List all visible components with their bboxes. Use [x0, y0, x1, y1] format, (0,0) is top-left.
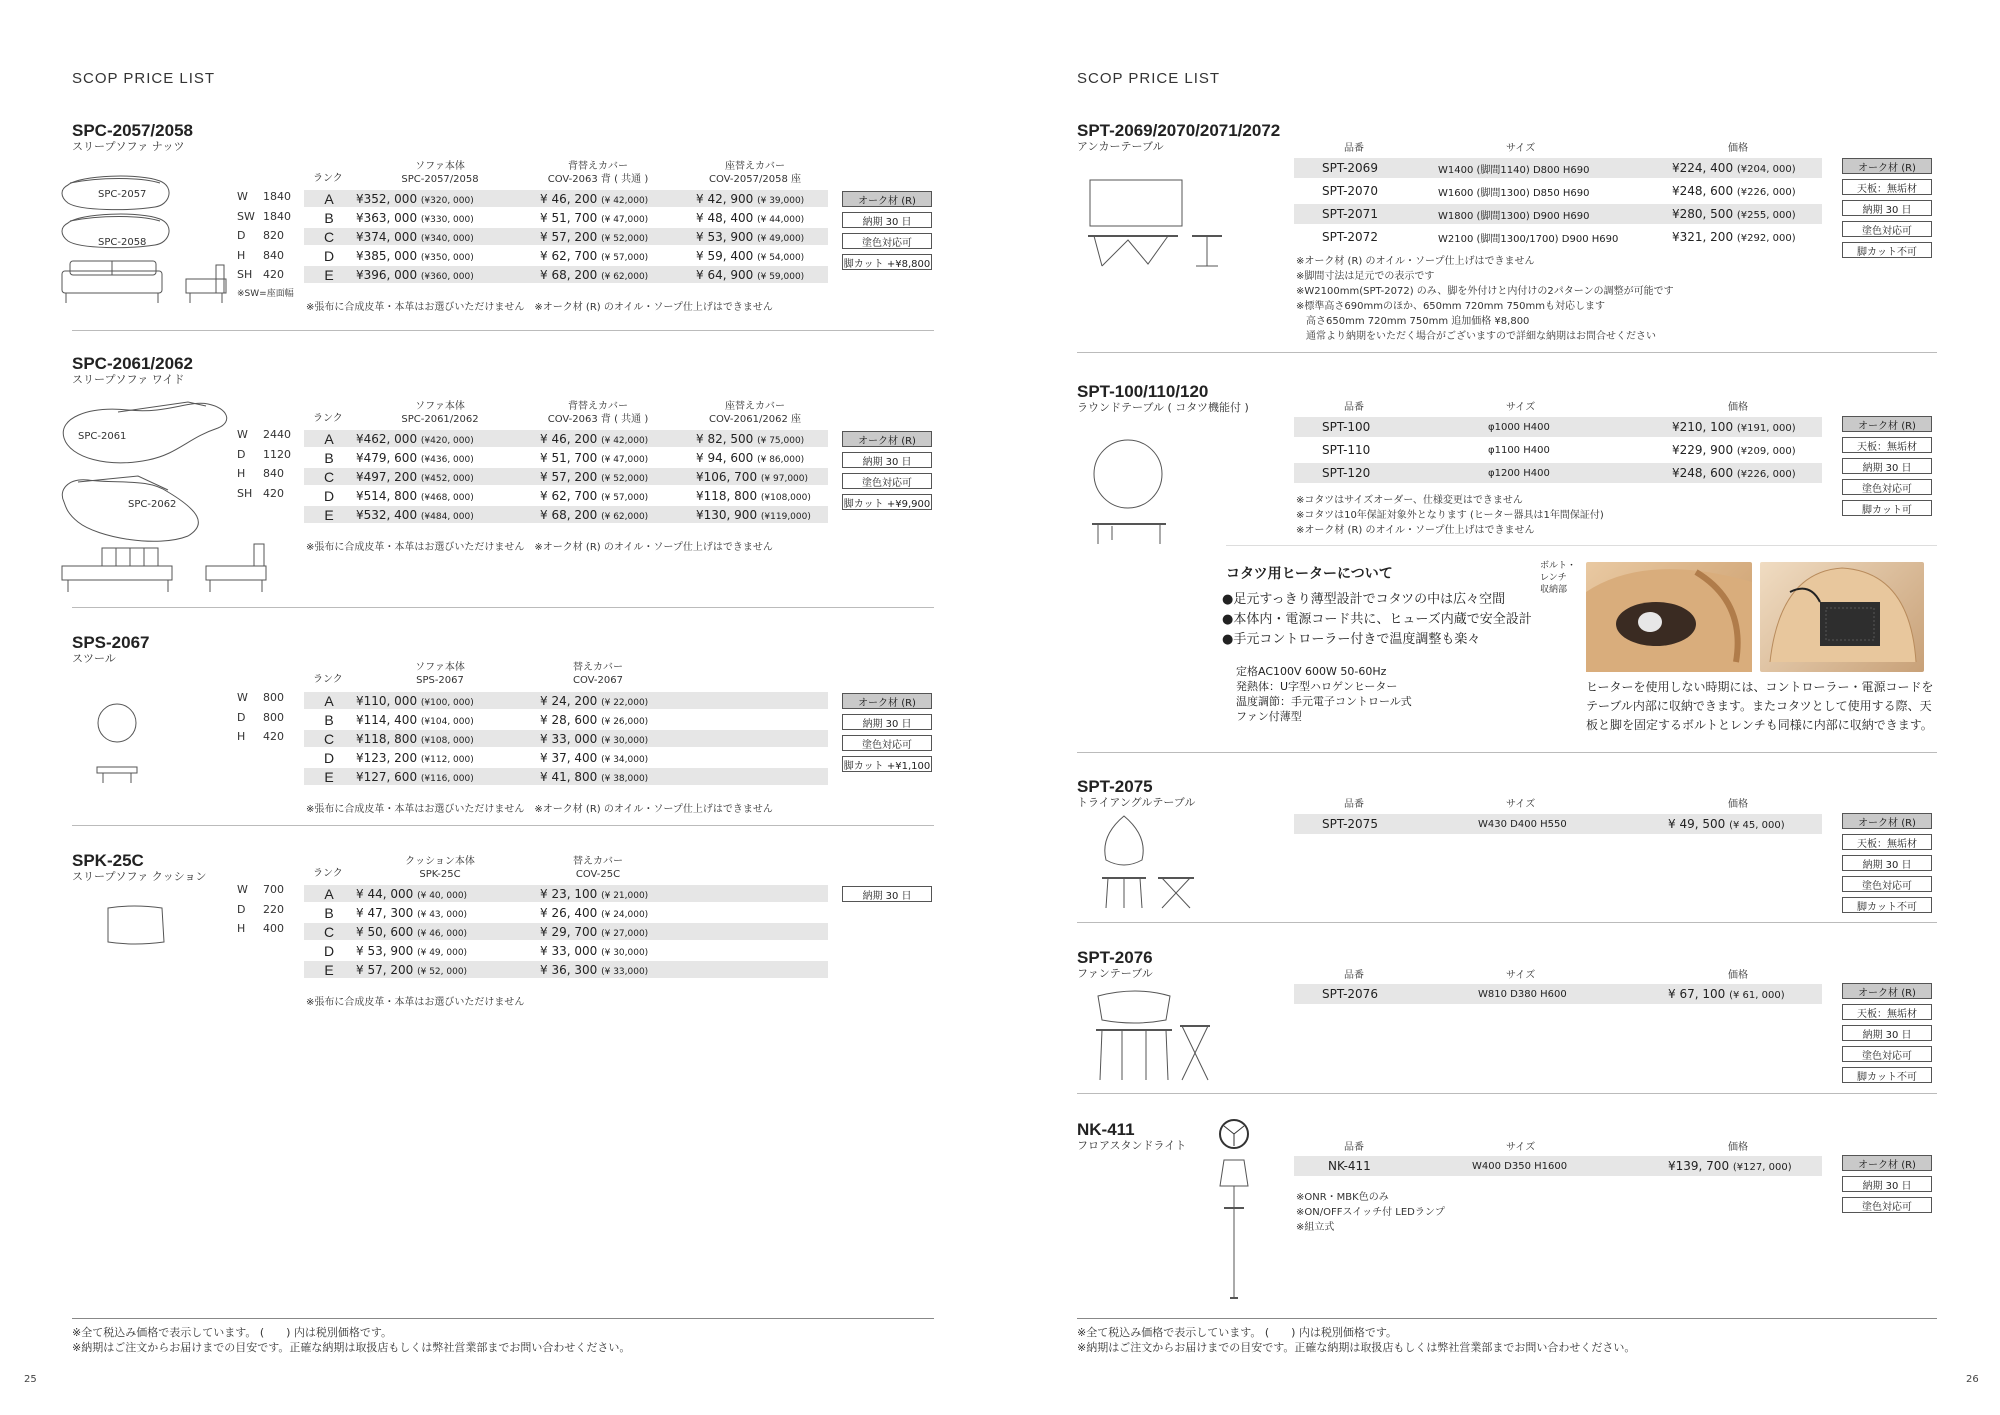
footer-divider: [72, 1318, 934, 1319]
rank-header: ランク: [313, 674, 343, 685]
tag: 塗色対応可: [1842, 221, 1932, 237]
section-spt2069: [1077, 122, 1280, 154]
page-header: SCOP PRICE LIST: [72, 70, 216, 87]
round-table-illustration: [1092, 440, 1172, 550]
dimensions-spk25c: W 700 D 220 H 400: [237, 883, 284, 935]
column-header-body: ソファ本体 SPC-2057/2058: [401, 161, 479, 185]
tag: 塗色対応可: [1842, 1046, 1932, 1062]
heater-title: コタツ用ヒーターについて: [1226, 566, 1393, 582]
floor-lamp-illustration: [1208, 1118, 1268, 1308]
column-header-price: 価格: [1728, 402, 1748, 413]
section-spt100: [1077, 383, 1249, 415]
triangle-table-illustration: [1100, 816, 1220, 912]
column-header-cushion: クッション本体 SPK-25C: [405, 856, 475, 880]
column-header-seat-cover: 座替えカバー COV-2057/2058 座: [709, 161, 801, 185]
table-row: SPT-110 φ1100 H400 ¥229, 900 (¥209, 000): [1322, 443, 1796, 457]
table-row: C ¥ 50, 600 (¥ 46, 000) ¥ 29, 700 (¥ 27,000): [304, 923, 828, 940]
section-title: SPT-2075: [1077, 777, 1153, 796]
tag: 納期 30 日: [1842, 458, 1932, 474]
section-sps2067: [72, 634, 150, 666]
dimensions-sps2067: W 800 D 800 H 420: [237, 691, 284, 743]
table-row: E ¥396, 000 (¥360, 000) ¥ 68, 200 (¥ 62,000) ¥ 64, 900 (¥ 59,000): [304, 266, 828, 283]
section-title: SPT-2076: [1077, 948, 1153, 967]
column-header-size: サイズ: [1506, 970, 1536, 981]
column-header-code: 品番: [1344, 799, 1364, 810]
divider: [1077, 752, 1937, 753]
section-subtitle: フロアスタンドライト: [1077, 1139, 1187, 1152]
price-table-spt2076: [1294, 984, 1822, 1006]
section-spt2076: [1077, 949, 1153, 981]
tags-spt2075: [1842, 813, 1932, 918]
tag: 納期 30 日: [1842, 1176, 1932, 1192]
table-row: A ¥ 44, 000 (¥ 40, 000) ¥ 23, 100 (¥ 21,000): [304, 885, 828, 902]
tag: 納期 30 日: [842, 212, 932, 228]
tag: オーク材 (R): [1842, 158, 1932, 174]
price-table-sps2067: [304, 692, 828, 792]
tag: 塗色対応可: [1842, 1197, 1932, 1213]
tag: 脚カット不可: [1842, 1067, 1932, 1083]
tag: オーク材 (R): [842, 191, 932, 207]
section-title: NK-411: [1077, 1120, 1135, 1139]
section-title: SPT-2069/2070/2071/2072: [1077, 121, 1281, 140]
table-row: D ¥ 53, 900 (¥ 49, 000) ¥ 33, 000 (¥ 30,000): [323, 942, 649, 959]
divider: [72, 607, 934, 608]
price-table-spt2075: [1294, 814, 1822, 836]
table-row: SPT-2071 W1800 (脚間1300) D900 H690 ¥280, 500 (¥255, 000): [1294, 204, 1822, 224]
tag: 脚カット不可: [1842, 897, 1932, 913]
page-number: 26: [1966, 1374, 1979, 1385]
column-header-code: 品番: [1344, 1142, 1364, 1153]
tag: 天板：無垢材: [1842, 834, 1932, 850]
table-row: B ¥363, 000 (¥330, 000) ¥ 51, 700 (¥ 47,000) ¥ 48, 400 (¥ 44,000): [324, 209, 805, 226]
price-table-spc2061: [304, 430, 828, 530]
tags-spt2069: [1842, 158, 1932, 263]
tag: 天板：無垢材: [1842, 1004, 1932, 1020]
kotatsu-storage-photo: [1586, 562, 1752, 672]
tag: 脚カット可: [1842, 500, 1932, 516]
section-title: SPC-2061/2062: [72, 354, 193, 373]
section-spc2057: [72, 122, 193, 154]
footer-notes: ※全て税込み価格で表示しています。 ( ) 内は税別価格です。 ※納期はご注文からお届けまでの目安です。正確な納期は取扱店もしくは弊社営業部までお問い合わせください。: [72, 1326, 631, 1354]
tag: オーク材 (R): [1842, 1155, 1932, 1171]
tag: 塗色対応可: [842, 473, 932, 489]
tag: 納期 30 日: [1842, 1025, 1932, 1041]
divider: [1077, 922, 1937, 923]
footer-notes: ※全て税込み価格で表示しています。 ( ) 内は税別価格です。 ※納期はご注文からお届けまでの目安です。正確な納期は取扱店もしくは弊社営業部までお問い合わせください。: [1077, 1326, 1636, 1354]
storage-callout: ボルト・ レンチ 収納部: [1540, 561, 1577, 595]
price-table-spk25c: [304, 885, 828, 985]
right-page: [1000, 0, 2000, 1415]
tags-spk25c: [842, 886, 932, 907]
table-row: SPT-2070 W1600 (脚間1300) D850 H690 ¥248, 600 (¥226, 000): [1322, 184, 1796, 199]
divider: [72, 825, 934, 826]
tag: 納期 30 日: [1842, 855, 1932, 871]
column-header-size: サイズ: [1506, 143, 1536, 154]
table-row: SPT-120 φ1200 H400 ¥248, 600 (¥226, 000): [1294, 463, 1822, 483]
table-row: D ¥514, 800 (¥468, 000) ¥ 62, 700 (¥ 57,000) ¥118, 800 (¥108,000): [323, 487, 811, 504]
tag: 塗色対応可: [842, 735, 932, 751]
tag: オーク材 (R): [1842, 416, 1932, 432]
stool-illustration: [95, 703, 145, 793]
column-header-size: サイズ: [1506, 402, 1536, 413]
section-note: ※張布に合成皮革・本革はお選びいただけません ※オーク材 (R) のオイル・ソープ仕上げはできません: [306, 804, 773, 815]
dimensions-spc2061: W 2440 D 1120 H 840 SH 420: [237, 428, 291, 500]
notes-spt2069: ※オーク材 (R) のオイル・ソープ仕上げはできません ※脚間寸法は足元での表示です ※W2100mm(SPT-2072) のみ、脚を外付けと内付けの2パターンの調整が可能です ※標準高さ690mmのほか、650mm 720mm 750mmも対応します 高さ650mm 720mm 750mm 追加価格 ¥8,800 通常より納期をいただく場合がございますので詳細な納期はお問合せください: [1296, 256, 1674, 342]
table-row: A ¥352, 000 (¥320, 000) ¥ 46, 200 (¥ 42,000) ¥ 42, 900 (¥ 39,000): [304, 190, 828, 207]
table-row: A ¥110, 000 (¥100, 000) ¥ 24, 200 (¥ 22,000): [304, 692, 828, 709]
section-title: SPS-2067: [72, 633, 150, 652]
section-title: SPC-2057/2058: [72, 121, 193, 140]
rank-header: ランク: [313, 413, 343, 424]
column-header-code: 品番: [1344, 970, 1364, 981]
tag: 天板：無垢材: [1842, 179, 1932, 195]
table-row: A ¥462, 000 (¥420, 000) ¥ 46, 200 (¥ 42,000) ¥ 82, 500 (¥ 75,000): [304, 430, 828, 447]
heater-specs: 定格AC100V 600W 50-60Hz 発熱体：U字型ハロゲンヒーター 温度調節：手元電子コントロール式 ファン付薄型: [1236, 665, 1412, 723]
section-subtitle: トライアングルテーブル: [1077, 796, 1196, 809]
tag: オーク材 (R): [842, 431, 932, 447]
section-subtitle: スリープソファ ワイド: [72, 373, 185, 386]
column-header-size: サイズ: [1506, 1142, 1536, 1153]
heater-features: ●足元すっきり薄型設計でコタツの中は広々空間 ●本体内・電源コード共に、ヒューズ内蔵で安全設計 ●手元コントローラー付きで温度調整も楽々: [1222, 592, 1532, 647]
section-subtitle: ラウンドテーブル ( コタツ機能付 ): [1077, 401, 1249, 414]
column-header-cover: 替えカバー COV-2067: [573, 662, 623, 686]
section-spc2061: [72, 355, 193, 387]
section-subtitle: スリープソファ クッション: [72, 870, 207, 883]
section-note: ※張布に合成皮革・本革はお選びいただけません ※オーク材 (R) のオイル・ソープ仕上げはできません: [306, 542, 773, 553]
table-row: E ¥127, 600 (¥116, 000) ¥ 41, 800 (¥ 38,000): [304, 768, 828, 785]
divider: [1077, 352, 1937, 353]
tag: オーク材 (R): [1842, 813, 1932, 829]
table-row: C ¥118, 800 (¥108, 000) ¥ 33, 000 (¥ 30,000): [304, 730, 828, 747]
tag: オーク材 (R): [842, 693, 932, 709]
section-note: ※張布に合成皮革・本革はお選びいただけません ※オーク材 (R) のオイル・ソープ仕上げはできません: [306, 302, 773, 313]
tag: 納期 30 日: [842, 886, 932, 902]
tags-spc2057: [842, 191, 932, 275]
table-row: B ¥ 47, 300 (¥ 43, 000) ¥ 26, 400 (¥ 24,000): [324, 904, 649, 921]
section-spt2075: [1077, 778, 1195, 810]
divider: [72, 330, 934, 331]
table-row: SPT-2076 W810 D380 H600 ¥ 67, 100 (¥ 61, 000): [1294, 984, 1822, 1004]
fan-table-illustration: [1096, 990, 1226, 1086]
column-header-cover: 替えカバー COV-25C: [573, 856, 623, 880]
anchor-table-illustration: [1088, 180, 1248, 270]
column-header-price: 価格: [1728, 799, 1748, 810]
column-header-seat-cover: 座替えカバー COV-2061/2062 座: [709, 401, 801, 425]
shape-label-spc2057: SPC-2057: [98, 189, 147, 200]
divider: [1077, 1093, 1937, 1094]
section-title: SPK-25C: [72, 851, 144, 870]
dimensions-spc2057: W 1840 SW 1840 D 820 H 840 SH 420 ※SW=座面幅: [237, 190, 294, 299]
page-number: 25: [24, 1374, 37, 1385]
tag: 脚カット +¥8,800: [842, 254, 932, 270]
table-row: E ¥532, 400 (¥484, 000) ¥ 68, 200 (¥ 62,000) ¥130, 900 (¥119,000): [304, 506, 828, 523]
table-row: NK-411 W400 D350 H1600 ¥139, 700 (¥127, 000): [1294, 1156, 1822, 1176]
price-table-nk411: [1294, 1156, 1822, 1178]
tag: 塗色対応可: [842, 233, 932, 249]
column-header-code: 品番: [1344, 143, 1364, 154]
tag: 納期 30 日: [842, 452, 932, 468]
tags-sps2067: [842, 693, 932, 777]
shape-label-spc2062: SPC-2062: [128, 499, 177, 510]
column-header-price: 価格: [1728, 970, 1748, 981]
column-header-price: 価格: [1728, 1142, 1748, 1153]
section-spk25c: [72, 852, 207, 884]
table-row: SPT-100 φ1000 H400 ¥210, 100 (¥191, 000): [1294, 417, 1822, 437]
section-subtitle: ファンテーブル: [1077, 967, 1153, 980]
section-subtitle: スリープソファ ナッツ: [72, 140, 185, 153]
cushion-illustration: [104, 904, 168, 948]
tag: 天板：無垢材: [1842, 437, 1932, 453]
table-row: E ¥ 57, 200 (¥ 52, 000) ¥ 36, 300 (¥ 33,000): [304, 961, 828, 978]
section-title: SPT-100/110/120: [1077, 382, 1209, 401]
column-header-body: ソファ本体 SPC-2061/2062: [401, 401, 479, 425]
tag: オーク材 (R): [1842, 983, 1932, 999]
section-note: ※張布に合成皮革・本革はお選びいただけません: [306, 997, 525, 1008]
kotatsu-heater-photo: [1760, 562, 1924, 672]
section-nk411: [1077, 1121, 1186, 1153]
rank-header: ランク: [313, 173, 343, 184]
column-header-back-cover: 背替えカバー COV-2063 背 ( 共通 ): [547, 161, 649, 185]
tags-nk411: [1842, 1155, 1932, 1218]
notes-spt100: ※コタツはサイズオーダー、仕様変更はできません ※コタツは10年保証対象外となります (ヒーター器具は1年間保証付) ※オーク材 (R) のオイル・ソープ仕上げはできません: [1296, 495, 1604, 536]
shape-label-spc2058: SPC-2058: [98, 237, 147, 248]
tag: 塗色対応可: [1842, 876, 1932, 892]
tag: 納期 30 日: [1842, 200, 1932, 216]
table-row: C ¥374, 000 (¥340, 000) ¥ 57, 200 (¥ 52,000) ¥ 53, 900 (¥ 49,000): [304, 228, 828, 245]
heater-storage-text: ヒーターを使用しない時期には、コントローラー・電源コードを テーブル内部に収納できます。またコタツとして使用する際、天 板と脚を固定するボルトとレンチも同様に内部に収納できます。: [1586, 680, 1934, 732]
tags-spc2061: [842, 431, 932, 515]
page-header: SCOP PRICE LIST: [1077, 70, 1221, 87]
tag: 脚カット +¥1,100: [842, 756, 932, 772]
table-row: D ¥123, 200 (¥112, 000) ¥ 37, 400 (¥ 34,000): [323, 749, 649, 766]
tag: 脚カット +¥9,900: [842, 494, 932, 510]
column-header-back-cover: 背替えカバー COV-2063 背 ( 共通 ): [547, 401, 649, 425]
tag: 脚カット不可: [1842, 242, 1932, 258]
table-row: SPT-2069 W1400 (脚間1140) D800 H690 ¥224, 400 (¥204, 000): [1294, 158, 1822, 178]
table-row: B ¥479, 600 (¥436, 000) ¥ 51, 700 (¥ 47,000) ¥ 94, 600 (¥ 86,000): [324, 449, 805, 466]
column-header-size: サイズ: [1506, 799, 1536, 810]
footer-divider: [1077, 1318, 1937, 1319]
table-row: SPT-2075 W430 D400 H550 ¥ 49, 500 (¥ 45, 000): [1294, 814, 1822, 834]
notes-nk411: ※ONR・MBK色のみ ※ON/OFFスイッチ付 LEDランプ ※組立式: [1296, 1192, 1445, 1233]
price-table-spt100: [1294, 417, 1822, 487]
tags-spt100: [1842, 416, 1932, 521]
column-header-code: 品番: [1344, 402, 1364, 413]
table-row: SPT-2072 W2100 (脚間1300/1700) D900 H690 ¥321, 200 (¥292, 000): [1322, 230, 1796, 245]
section-subtitle: アンカーテーブル: [1077, 140, 1164, 153]
tags-spt2076: [1842, 983, 1932, 1088]
tag: 納期 30 日: [842, 714, 932, 730]
shape-label-spc2061: SPC-2061: [78, 431, 127, 442]
table-row: D ¥385, 000 (¥350, 000) ¥ 62, 700 (¥ 57,000) ¥ 59, 400 (¥ 54,000): [323, 247, 805, 264]
table-row: C ¥497, 200 (¥452, 000) ¥ 57, 200 (¥ 52,000) ¥106, 700 (¥ 97,000): [304, 468, 828, 485]
section-subtitle: スツール: [72, 652, 116, 665]
column-header-price: 価格: [1728, 143, 1748, 154]
tag: 塗色対応可: [1842, 479, 1932, 495]
column-header-body: ソファ本体 SPS-2067: [415, 662, 465, 686]
table-row: B ¥114, 400 (¥104, 000) ¥ 28, 600 (¥ 26,000): [324, 711, 649, 728]
divider: [1226, 545, 1937, 546]
price-table-spt2069: [1294, 158, 1822, 250]
rank-header: ランク: [313, 868, 343, 879]
price-table-spc2057: [304, 190, 828, 290]
